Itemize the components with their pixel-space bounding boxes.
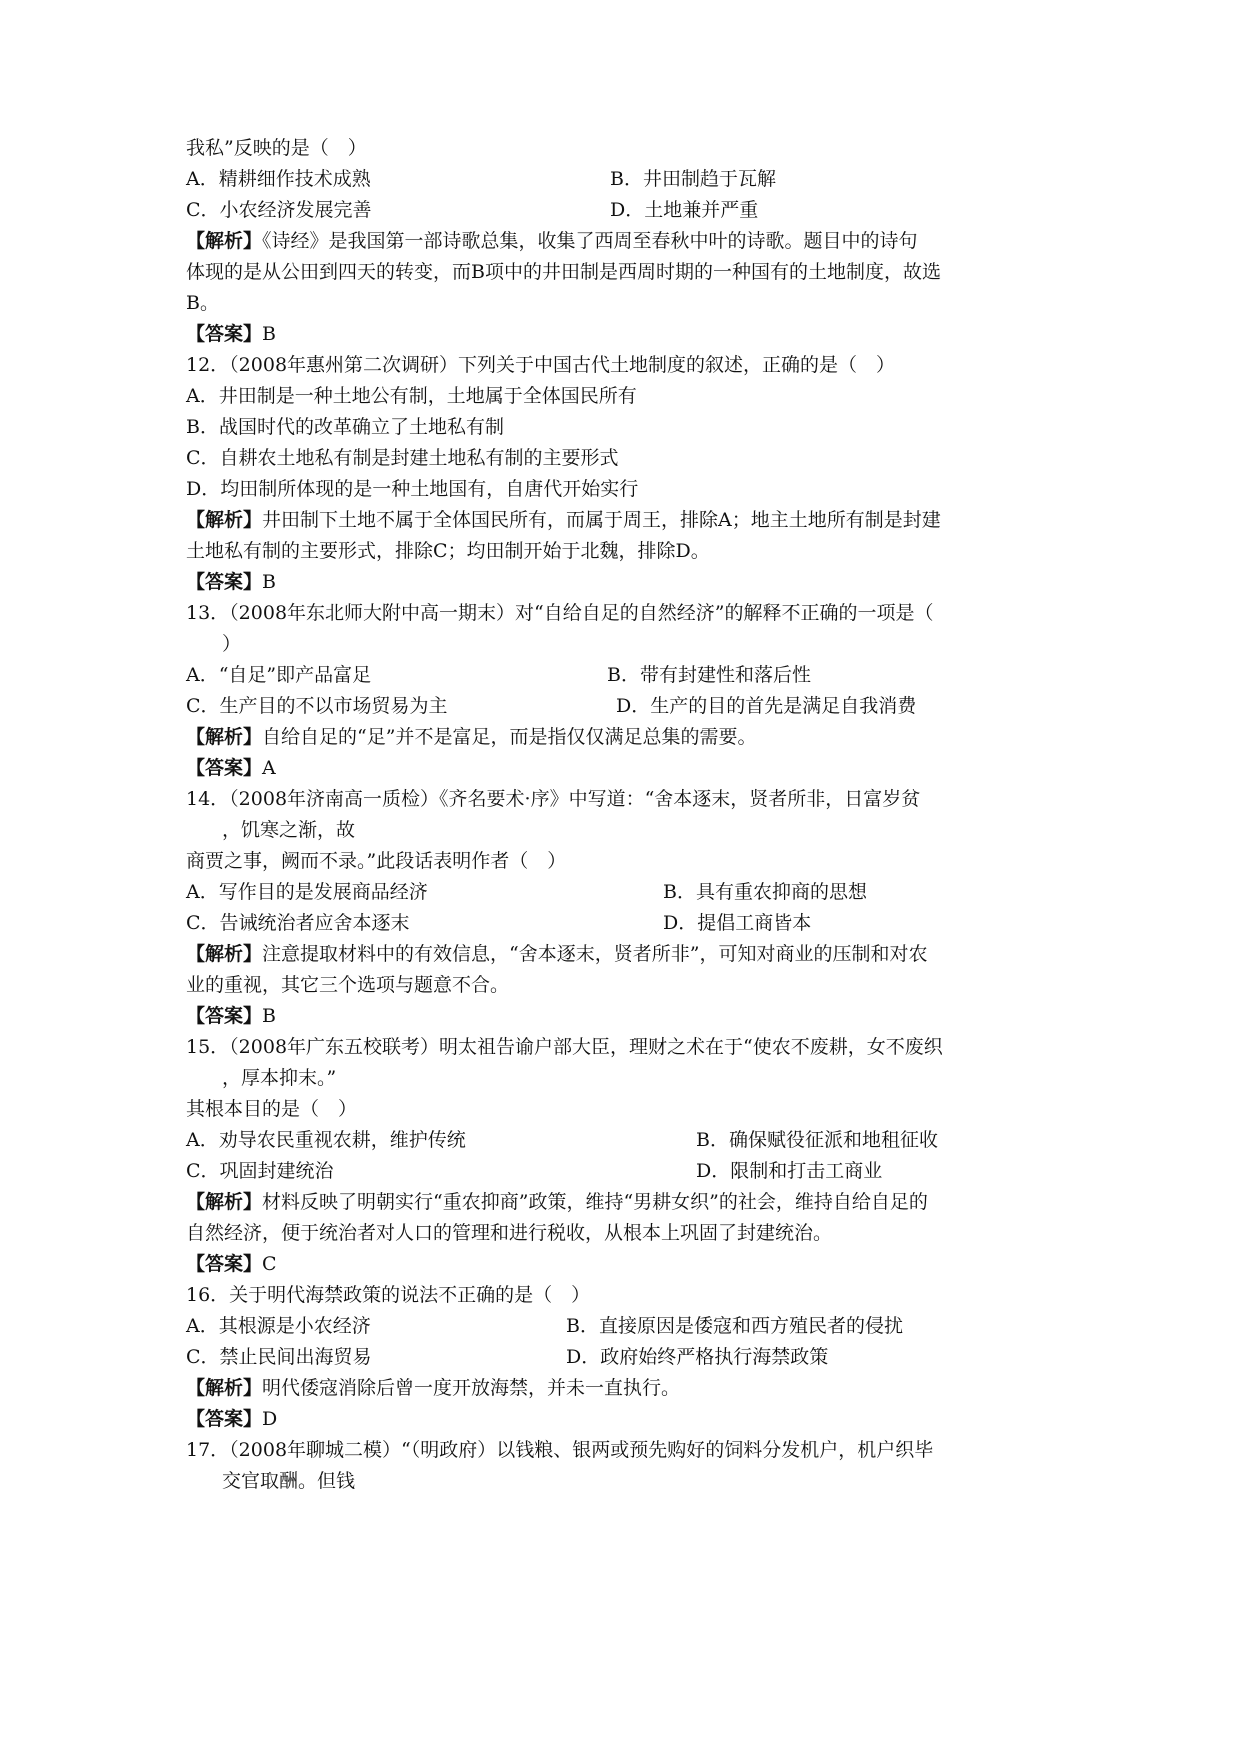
answer-label: 【答案】 — [186, 1408, 263, 1430]
analysis-text: 井田制下土地不属于全体国民所有，而属于周王，排除A；地主土地所有制是封建 — [262, 509, 941, 531]
q12-analysis-line-1 — [186, 508, 941, 532]
q14-stem-line-2: ，饥寒之渐，故 — [222, 819, 356, 841]
q11-option-a: A．精耕细作技术成熟 — [186, 168, 371, 190]
answer-label: 【答案】 — [186, 757, 263, 779]
q14-stem-line-1: 14．（2008年济南高一质检）《齐名要术·序》中写道：“舍本逐末，贤者所非，日富岁贫 — [186, 788, 921, 810]
analysis-label: 【解析】 — [186, 1377, 263, 1399]
q12-stem: 12．（2008年惠州第二次调研）下列关于中国古代土地制度的叙述，正确的是（ ） — [186, 354, 896, 376]
q13-answer — [186, 756, 276, 780]
q14-analysis-line-1 — [186, 942, 927, 966]
q17-stem-line-1: 17．（2008年聊城二模）“（明政府）以钱粮、银两或预先购好的饲料分发机户，机户织毕 — [186, 1439, 934, 1461]
q13-option-a: A．“自足”即产品富足 — [186, 664, 372, 686]
q11-option-b: B．井田制趋于瓦解 — [610, 168, 776, 190]
q15-option-b: B．确保赋役征派和地租征收 — [696, 1129, 938, 1151]
q14-option-d: D．提倡工商皆本 — [663, 912, 812, 934]
analysis-text: 材料反映了明朝实行“重农抑商”政策，维持“男耕女织”的社会，维持自给自足的 — [262, 1191, 928, 1213]
analysis-label: 【解析】 — [186, 230, 263, 252]
answer-label: 【答案】 — [186, 323, 263, 345]
q15-answer — [186, 1252, 277, 1276]
q14-answer — [186, 1004, 276, 1028]
analysis-label: 【解析】 — [186, 943, 263, 965]
q13-stem-line-2: ） — [222, 633, 242, 655]
answer-label: 【答案】 — [186, 1005, 263, 1027]
q16-stem: 16．关于明代海禁政策的说法不正确的是（ ） — [186, 1284, 591, 1306]
q14-option-c: C．告诫统治者应舍本逐末 — [186, 912, 410, 934]
q12-analysis-line-2: 土地私有制的主要形式，排除C；均田制开始于北魏，排除D。 — [186, 540, 710, 562]
q14-option-b: B．具有重农抑商的思想 — [663, 881, 867, 903]
q15-analysis-line-2: 自然经济，便于统治者对人口的管理和进行税收，从根本上巩固了封建统治。 — [186, 1222, 833, 1244]
q11-option-d: D．土地兼并严重 — [610, 199, 759, 221]
analysis-label: 【解析】 — [186, 1191, 263, 1213]
q13-stem-line-1: 13．（2008年东北师大附中高一期末）对“自给自足的自然经济”的解释不正确的一项是（ — [186, 602, 934, 624]
q16-option-c: C．禁止民间出海贸易 — [186, 1346, 372, 1368]
q15-option-d: D．限制和打击工商业 — [696, 1160, 883, 1182]
q11-analysis-line-2: 体现的是从公田到四天的转变，而B项中的井田制是西周时期的一种国有的土地制度，故选 — [186, 261, 941, 283]
answer-value: A — [262, 757, 276, 779]
q16-analysis-line-1 — [186, 1376, 680, 1400]
answer-value: C — [262, 1253, 277, 1275]
q12-option-c: C．自耕农土地私有制是封建土地私有制的主要形式 — [186, 447, 619, 469]
q16-answer — [186, 1407, 277, 1431]
q12-option-b: B．战国时代的改革确立了土地私有制 — [186, 416, 504, 438]
q11-analysis-line-3: B。 — [186, 292, 219, 314]
q16-option-b: B．直接原因是倭寇和西方殖民者的侵扰 — [566, 1315, 903, 1337]
q15-stem-line-2: ，厚本抑末。” — [222, 1067, 337, 1089]
q14-stem-line-3: 商贾之事，阙而不录。”此段话表明作者（ ） — [186, 850, 567, 872]
analysis-text: 《诗经》是我国第一部诗歌总集，收集了西周至春秋中叶的诗歌。题目中的诗句 — [262, 230, 918, 252]
q11-analysis-line-1 — [186, 229, 918, 253]
analysis-text: 注意提取材料中的有效信息，“舍本逐末，贤者所非”，可知对商业的压制和对农 — [262, 943, 928, 965]
q13-option-b: B．带有封建性和落后性 — [607, 664, 811, 686]
q11-answer — [186, 322, 276, 346]
analysis-text: 明代倭寇消除后曾一度开放海禁，并未一直执行。 — [262, 1377, 681, 1399]
answer-value: B — [262, 1005, 276, 1027]
analysis-text: 自给自足的“足”并不是富足，而是指仅仅满足总集的需要。 — [262, 726, 757, 748]
analysis-label: 【解析】 — [186, 509, 263, 531]
q17-stem-line-2: 交官取酬。但钱 — [222, 1470, 356, 1492]
q13-option-c: C．生产目的不以市场贸易为主 — [186, 695, 448, 717]
q16-option-a: A．其根源是小农经济 — [186, 1315, 371, 1337]
q15-option-a: A．劝导农民重视农耕，维护传统 — [186, 1129, 466, 1151]
q11-option-c: C．小农经济发展完善 — [186, 199, 372, 221]
answer-value: D — [262, 1408, 278, 1430]
answer-value: B — [262, 571, 276, 593]
answer-label: 【答案】 — [186, 571, 263, 593]
q12-option-d: D．均田制所体现的是一种土地国有，自唐代开始实行 — [186, 478, 639, 500]
analysis-label: 【解析】 — [186, 726, 263, 748]
q14-option-a: A．写作目的是发展商品经济 — [186, 881, 428, 903]
q15-stem-line-1: 15．（2008年广东五校联考）明太祖告谕户部大臣，理财之术在于“使农不废耕，女不废织 — [186, 1036, 943, 1058]
q15-stem-line-3: 其根本目的是（ ） — [186, 1098, 358, 1120]
q13-analysis-line-1 — [186, 725, 756, 749]
q12-option-a: A．井田制是一种土地公有制，土地属于全体国民所有 — [186, 385, 637, 407]
q16-option-d: D．政府始终严格执行海禁政策 — [566, 1346, 829, 1368]
q15-analysis-line-1 — [186, 1190, 928, 1214]
answer-value: B — [262, 323, 276, 345]
q12-answer — [186, 570, 276, 594]
q13-option-d: D．生产的目的首先是满足自我消费 — [616, 695, 917, 717]
answer-label: 【答案】 — [186, 1253, 263, 1275]
q15-option-c: C．巩固封建统治 — [186, 1160, 334, 1182]
q11-stem-tail: 我私”反映的是（ ） — [186, 137, 367, 159]
q14-analysis-line-2: 业的重视，其它三个选项与题意不合。 — [186, 974, 510, 996]
